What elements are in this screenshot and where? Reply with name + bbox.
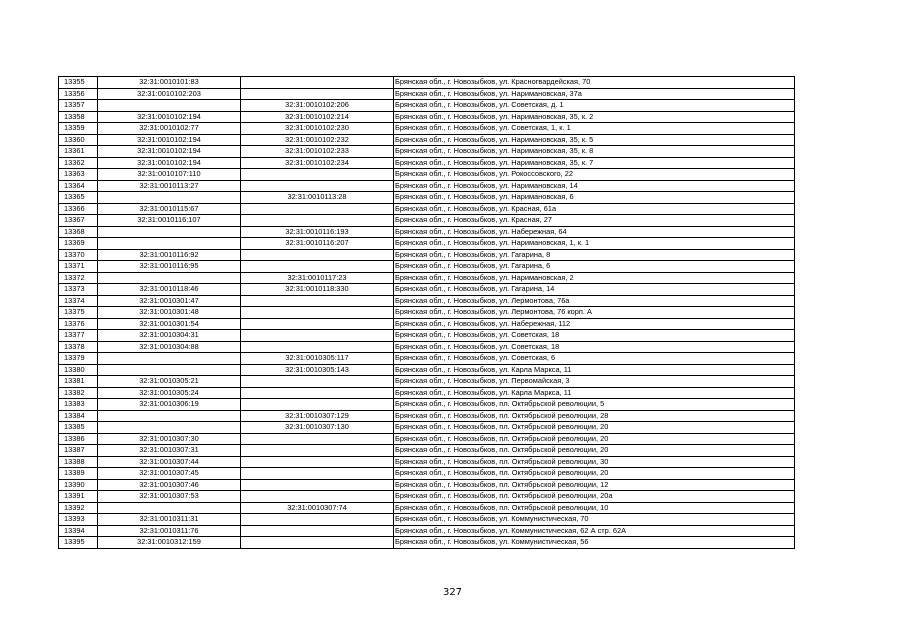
table-row <box>59 295 795 307</box>
cadastral-number-related-cell: 32:31:0010307:74 <box>241 502 394 514</box>
cadastral-number-related-cell <box>241 318 394 330</box>
row-number-cell: 13391 <box>59 491 98 503</box>
cadastral-number-related-cell: 32:31:0010113:28 <box>241 192 394 204</box>
cadastral-number-related-cell <box>241 479 394 491</box>
address-cell: Брянская обл., г. Новозыбков, пл. Октябрьской революции, 10 <box>394 502 795 514</box>
row-number-cell: 13386 <box>59 433 98 445</box>
row-number-cell: 13361 <box>59 146 98 158</box>
cadastral-number-related-cell: 32:31:0010116:193 <box>241 226 394 238</box>
cadastral-number-cell: 32:31:0010107:110 <box>98 169 241 181</box>
address-cell: Брянская обл., г. Новозыбков, пл. Октябрьской революции, 20 <box>394 433 795 445</box>
cadastral-number-cell: 32:31:0010101:83 <box>98 77 241 89</box>
cadastral-number-cell <box>98 353 241 365</box>
address-cell: Брянская обл., г. Новозыбков, ул. Советская, 18 <box>394 330 795 342</box>
table-row <box>59 146 795 158</box>
address-cell: Брянская обл., г. Новозыбков, ул. Лермонтова, 76 корп. А <box>394 307 795 319</box>
address-cell: Брянская обл., г. Новозыбков, ул. Наримановская, 2 <box>394 272 795 284</box>
table-row <box>59 353 795 365</box>
cadastral-number-cell: 32:31:0010311:31 <box>98 514 241 526</box>
cadastral-number-cell: 32:31:0010305:21 <box>98 376 241 388</box>
cadastral-number-cell: 32:31:0010118:46 <box>98 284 241 296</box>
cadastral-number-cell: 32:31:0010102:194 <box>98 146 241 158</box>
page-number: 327 <box>442 587 463 598</box>
cadastral-number-cell: 32:31:0010307:44 <box>98 456 241 468</box>
row-number-cell: 13360 <box>59 134 98 146</box>
cadastral-number-related-cell <box>241 399 394 411</box>
cadastral-number-cell <box>98 226 241 238</box>
row-number-cell: 13383 <box>59 399 98 411</box>
cadastral-number-related-cell <box>241 295 394 307</box>
row-number-cell: 13358 <box>59 111 98 123</box>
address-cell: Брянская обл., г. Новозыбков, ул. Наримановская, 1, к. 1 <box>394 238 795 250</box>
address-cell: Брянская обл., г. Новозыбков, пл. Октябрьской революции, 5 <box>394 399 795 411</box>
row-number-cell: 13366 <box>59 203 98 215</box>
address-cell: Брянская обл., г. Новозыбков, ул. Наримановская, 35, к. 5 <box>394 134 795 146</box>
address-cell: Брянская обл., г. Новозыбков, ул. Наримановская, 35, к. 7 <box>394 157 795 169</box>
row-number-cell: 13381 <box>59 376 98 388</box>
address-cell: Брянская обл., г. Новозыбков, ул. Лермонтова, 76а <box>394 295 795 307</box>
address-cell: Брянская обл., г. Новозыбков, ул. Красная, 27 <box>394 215 795 227</box>
table-row <box>59 514 795 526</box>
cadastral-number-cell: 32:31:0010301:54 <box>98 318 241 330</box>
address-cell: Брянская обл., г. Новозыбков, ул. Гагарина, 8 <box>394 249 795 261</box>
address-cell: Брянская обл., г. Новозыбков, ул. Наримановская, 37а <box>394 88 795 100</box>
cadastral-number-cell: 32:31:0010102:194 <box>98 111 241 123</box>
cadastral-number-related-cell: 32:31:0010116:207 <box>241 238 394 250</box>
row-number-cell: 13374 <box>59 295 98 307</box>
table-row <box>59 502 795 514</box>
row-number-cell: 13384 <box>59 410 98 422</box>
address-cell: Брянская обл., г. Новозыбков, ул. Наримановская, 6 <box>394 192 795 204</box>
cadastral-number-related-cell <box>241 387 394 399</box>
address-cell: Брянская обл., г. Новозыбков, пл. Октябрьской революции, 28 <box>394 410 795 422</box>
row-number-cell: 13389 <box>59 468 98 480</box>
row-number-cell: 13359 <box>59 123 98 135</box>
row-number-cell: 13362 <box>59 157 98 169</box>
cadastral-number-related-cell <box>241 456 394 468</box>
cadastral-number-related-cell <box>241 307 394 319</box>
row-number-cell: 13382 <box>59 387 98 399</box>
row-number-cell: 13365 <box>59 192 98 204</box>
table-row <box>59 410 795 422</box>
table-row <box>59 249 795 261</box>
cadastral-number-related-cell <box>241 203 394 215</box>
cadastral-number-cell: 32:31:0010116:95 <box>98 261 241 273</box>
row-number-cell: 13376 <box>59 318 98 330</box>
address-cell: Брянская обл., г. Новозыбков, ул. Наримановская, 35, к. 2 <box>394 111 795 123</box>
cadastral-number-cell: 32:31:0010307:31 <box>98 445 241 457</box>
cadastral-number-related-cell <box>241 341 394 353</box>
address-cell: Брянская обл., г. Новозыбков, пл. Октябрьской революции, 20 <box>394 468 795 480</box>
row-number-cell: 13377 <box>59 330 98 342</box>
row-number-cell: 13375 <box>59 307 98 319</box>
table-row <box>59 307 795 319</box>
table-row <box>59 180 795 192</box>
cadastral-number-cell <box>98 272 241 284</box>
cadastral-number-cell <box>98 364 241 376</box>
row-number-cell: 13395 <box>59 537 98 549</box>
cadastral-number-related-cell <box>241 169 394 181</box>
cadastral-number-related-cell <box>241 77 394 89</box>
table-row <box>59 272 795 284</box>
table-row <box>59 226 795 238</box>
table-row <box>59 433 795 445</box>
table-row <box>59 134 795 146</box>
table-row <box>59 525 795 537</box>
row-number-cell: 13380 <box>59 364 98 376</box>
table-row <box>59 111 795 123</box>
table-row <box>59 318 795 330</box>
cadastral-number-cell: 32:31:0010115:67 <box>98 203 241 215</box>
address-cell: Брянская обл., г. Новозыбков, ул. Карла Маркса, 11 <box>394 364 795 376</box>
table-row <box>59 157 795 169</box>
row-number-cell: 13387 <box>59 445 98 457</box>
cadastral-number-related-cell <box>241 330 394 342</box>
address-cell: Брянская обл., г. Новозыбков, ул. Красногвардейская, 70 <box>394 77 795 89</box>
cadastral-number-related-cell <box>241 249 394 261</box>
table-row <box>59 445 795 457</box>
row-number-cell: 13355 <box>59 77 98 89</box>
row-number-cell: 13373 <box>59 284 98 296</box>
address-cell: Брянская обл., г. Новозыбков, пл. Октябрьской революции, 20а <box>394 491 795 503</box>
row-number-cell: 13372 <box>59 272 98 284</box>
cadastral-number-cell: 32:31:0010312:159 <box>98 537 241 549</box>
cadastral-number-related-cell: 32:31:0010102:230 <box>241 123 394 135</box>
table-row <box>59 100 795 112</box>
cadastral-number-related-cell: 32:31:0010307:130 <box>241 422 394 434</box>
address-cell: Брянская обл., г. Новозыбков, пл. Октябрьской революции, 12 <box>394 479 795 491</box>
cadastral-table <box>58 76 795 549</box>
cadastral-number-cell: 32:31:0010102:203 <box>98 88 241 100</box>
table-row <box>59 341 795 353</box>
address-cell: Брянская обл., г. Новозыбков, ул. Гагарина, 14 <box>394 284 795 296</box>
cadastral-number-related-cell: 32:31:0010305:143 <box>241 364 394 376</box>
address-cell: Брянская обл., г. Новозыбков, ул. Советская, д. 1 <box>394 100 795 112</box>
cadastral-number-related-cell <box>241 445 394 457</box>
address-cell: Брянская обл., г. Новозыбков, ул. Первомайская, 3 <box>394 376 795 388</box>
row-number-cell: 13356 <box>59 88 98 100</box>
row-number-cell: 13390 <box>59 479 98 491</box>
table-row <box>59 284 795 296</box>
cadastral-number-related-cell <box>241 433 394 445</box>
address-cell: Брянская обл., г. Новозыбков, ул. Наримановская, 35, к. 8 <box>394 146 795 158</box>
cadastral-number-related-cell: 32:31:0010305:117 <box>241 353 394 365</box>
address-cell: Брянская обл., г. Новозыбков, ул. Рокоссовского, 22 <box>394 169 795 181</box>
address-cell: Брянская обл., г. Новозыбков, ул. Набережная, 64 <box>394 226 795 238</box>
cadastral-number-related-cell <box>241 215 394 227</box>
table-row <box>59 77 795 89</box>
cadastral-number-cell <box>98 502 241 514</box>
cadastral-number-cell: 32:31:0010305:24 <box>98 387 241 399</box>
table-row <box>59 330 795 342</box>
cadastral-number-cell: 32:31:0010307:53 <box>98 491 241 503</box>
cadastral-number-cell: 32:31:0010306:19 <box>98 399 241 411</box>
table-row <box>59 479 795 491</box>
cadastral-number-cell: 32:31:0010311:76 <box>98 525 241 537</box>
cadastral-number-cell: 32:31:0010307:30 <box>98 433 241 445</box>
address-cell: Брянская обл., г. Новозыбков, пл. Октябрьской революции, 30 <box>394 456 795 468</box>
table-row <box>59 238 795 250</box>
cadastral-number-related-cell: 32:31:0010307:129 <box>241 410 394 422</box>
row-number-cell: 13367 <box>59 215 98 227</box>
row-number-cell: 13394 <box>59 525 98 537</box>
cadastral-number-related-cell: 32:31:0010102:232 <box>241 134 394 146</box>
row-number-cell: 13371 <box>59 261 98 273</box>
address-cell: Брянская обл., г. Новозыбков, ул. Гагарина, 6 <box>394 261 795 273</box>
cadastral-number-cell <box>98 410 241 422</box>
cadastral-number-related-cell: 32:31:0010102:234 <box>241 157 394 169</box>
row-number-cell: 13364 <box>59 180 98 192</box>
cadastral-number-related-cell <box>241 525 394 537</box>
row-number-cell: 13357 <box>59 100 98 112</box>
address-cell: Брянская обл., г. Новозыбков, ул. Красная, 61а <box>394 203 795 215</box>
table-row <box>59 399 795 411</box>
cadastral-number-cell: 32:31:0010304:88 <box>98 341 241 353</box>
row-number-cell: 13370 <box>59 249 98 261</box>
address-cell: Брянская обл., г. Новозыбков, ул. Коммунистическая, 70 <box>394 514 795 526</box>
cadastral-number-related-cell <box>241 261 394 273</box>
table-row <box>59 491 795 503</box>
table-row <box>59 192 795 204</box>
cadastral-number-cell: 32:31:0010304:31 <box>98 330 241 342</box>
row-number-cell: 13388 <box>59 456 98 468</box>
cadastral-number-cell: 32:31:0010102:194 <box>98 134 241 146</box>
table-row <box>59 364 795 376</box>
cadastral-number-cell: 32:31:0010116:107 <box>98 215 241 227</box>
address-cell: Брянская обл., г. Новозыбков, ул. Карла Маркса, 11 <box>394 387 795 399</box>
cadastral-number-related-cell <box>241 376 394 388</box>
cadastral-number-related-cell: 32:31:0010102:206 <box>241 100 394 112</box>
address-cell: Брянская обл., г. Новозыбков, ул. Советская, 1, к. 1 <box>394 123 795 135</box>
row-number-cell: 13363 <box>59 169 98 181</box>
row-number-cell: 13379 <box>59 353 98 365</box>
cadastral-number-related-cell <box>241 514 394 526</box>
table-row <box>59 387 795 399</box>
cadastral-number-cell <box>98 192 241 204</box>
address-cell: Брянская обл., г. Новозыбков, ул. Набережная, 112 <box>394 318 795 330</box>
table-row <box>59 123 795 135</box>
cadastral-number-cell: 32:31:0010307:45 <box>98 468 241 480</box>
address-cell: Брянская обл., г. Новозыбков, ул. Советская, 18 <box>394 341 795 353</box>
cadastral-number-cell <box>98 100 241 112</box>
cadastral-number-cell: 32:31:0010307:46 <box>98 479 241 491</box>
row-number-cell: 13378 <box>59 341 98 353</box>
cadastral-number-cell: 32:31:0010102:194 <box>98 157 241 169</box>
cadastral-number-cell: 32:31:0010113:27 <box>98 180 241 192</box>
address-cell: Брянская обл., г. Новозыбков, пл. Октябрьской революции, 20 <box>394 422 795 434</box>
table-body <box>59 77 795 549</box>
address-cell: Брянская обл., г. Новозыбков, ул. Советская, 6 <box>394 353 795 365</box>
table-row <box>59 456 795 468</box>
table-row <box>59 468 795 480</box>
cadastral-number-cell: 32:31:0010301:48 <box>98 307 241 319</box>
cadastral-number-related-cell <box>241 537 394 549</box>
cadastral-number-related-cell <box>241 491 394 503</box>
cadastral-number-cell: 32:31:0010116:92 <box>98 249 241 261</box>
table-row <box>59 376 795 388</box>
table-row <box>59 169 795 181</box>
table-row <box>59 203 795 215</box>
row-number-cell: 13385 <box>59 422 98 434</box>
cadastral-number-related-cell <box>241 180 394 192</box>
cadastral-number-related-cell <box>241 468 394 480</box>
row-number-cell: 13368 <box>59 226 98 238</box>
address-cell: Брянская обл., г. Новозыбков, ул. Коммунистическая, 56 <box>394 537 795 549</box>
table-row <box>59 537 795 549</box>
row-number-cell: 13392 <box>59 502 98 514</box>
row-number-cell: 13393 <box>59 514 98 526</box>
table-row <box>59 422 795 434</box>
cadastral-number-cell: 32:31:0010301:47 <box>98 295 241 307</box>
cadastral-number-cell <box>98 238 241 250</box>
address-cell: Брянская обл., г. Новозыбков, пл. Октябрьской революции, 20 <box>394 445 795 457</box>
table-row <box>59 261 795 273</box>
cadastral-number-related-cell <box>241 88 394 100</box>
table-row <box>59 215 795 227</box>
cadastral-number-related-cell: 32:31:0010102:233 <box>241 146 394 158</box>
row-number-cell: 13369 <box>59 238 98 250</box>
table-row <box>59 88 795 100</box>
cadastral-number-cell: 32:31:0010102:77 <box>98 123 241 135</box>
cadastral-number-cell <box>98 422 241 434</box>
address-cell: Брянская обл., г. Новозыбков, ул. Коммунистическая, 62 А стр. 62А <box>394 525 795 537</box>
cadastral-number-related-cell: 32:31:0010118:330 <box>241 284 394 296</box>
address-cell: Брянская обл., г. Новозыбков, ул. Наримановская, 14 <box>394 180 795 192</box>
cadastral-number-related-cell: 32:31:0010117:23 <box>241 272 394 284</box>
cadastral-number-related-cell: 32:31:0010102:214 <box>241 111 394 123</box>
